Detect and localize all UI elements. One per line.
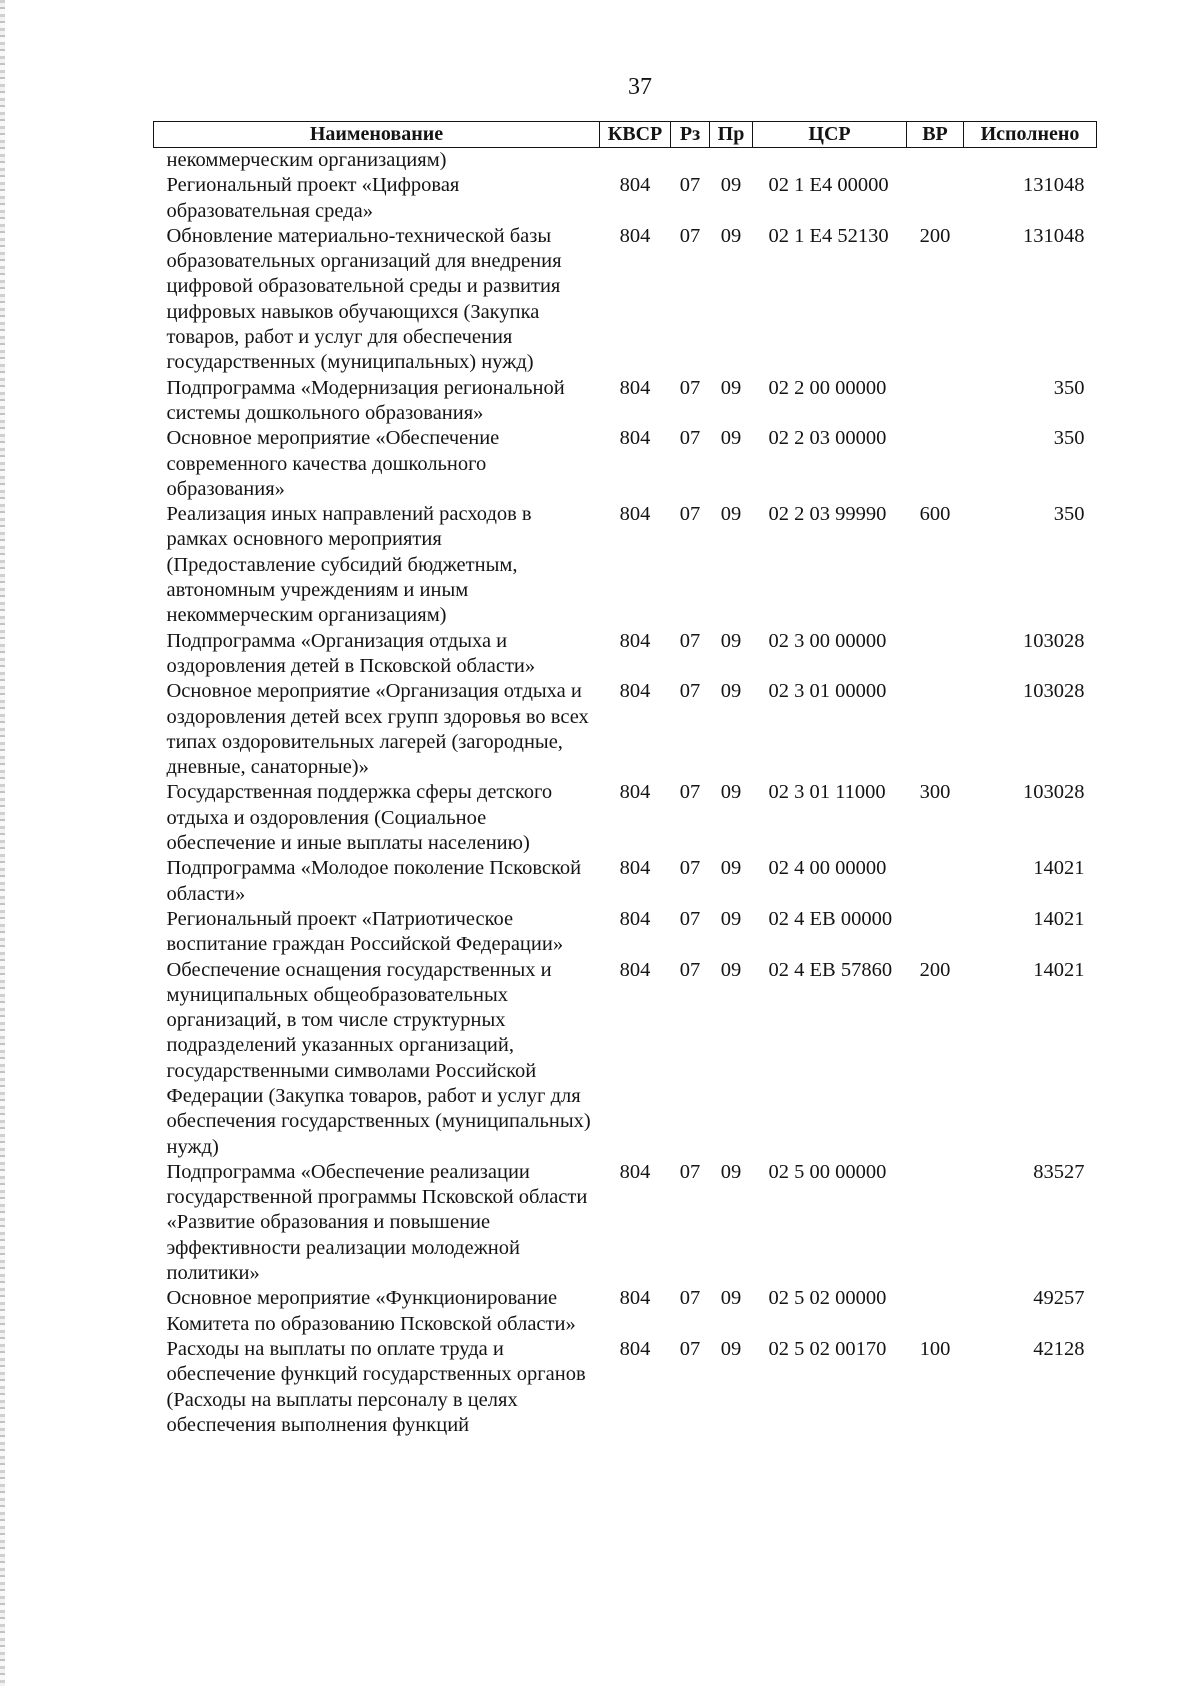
row-csr [753,148,907,174]
row-rz: 07 [679,680,701,703]
table-row [154,679,1097,780]
row-name: некоммерческим организациям) [166,149,447,171]
row-ispolneno: 103028 [1023,781,1085,804]
row-pr: 09 [720,680,742,703]
table-row [154,780,1097,856]
row-name: Основное мероприятие «Обеспечение современного качества дошкольного образования» [166,427,500,500]
row-vr [907,376,964,427]
row-name: Основное мероприятие «Функционирование Комитета по образованию Псковской области» [166,1287,576,1335]
row-csr: 02 3 00 00000 [768,629,887,652]
row-pr [710,148,753,174]
row-vr: 600 [919,503,951,526]
table-body [154,148,1097,1439]
row-csr: 02 5 00 00000 [768,1160,887,1183]
table-header-row [154,122,1097,148]
table-row [154,1337,1097,1438]
row-kvsr: 804 [619,1287,651,1310]
row-kvsr: 804 [619,680,651,703]
row-ispolneno: 131048 [1023,224,1085,247]
row-kvsr [600,148,671,174]
row-vr [907,173,964,224]
table-row [154,148,1097,174]
row-csr: 02 4 EB 57860 [768,958,893,981]
row-rz: 07 [679,781,701,804]
row-rz: 07 [679,1337,701,1360]
row-name: Подпрограмма «Обеспечение реализации государственной программы Псковской области «Развитие образования и повышение эффективности реализации молодежной политики» [166,1160,588,1285]
row-vr [907,1286,964,1337]
row-name: Подпрограмма «Молодое поколение Псковской области» [166,857,582,905]
row-kvsr: 804 [619,224,651,247]
row-rz: 07 [679,629,701,652]
header-rz: Рз [671,122,710,148]
row-csr: 02 5 02 00170 [768,1337,887,1360]
row-name: Региональный проект «Патриотическое воспитание граждан Российской Федерации» [166,907,564,956]
row-vr [907,679,964,780]
row-ispolneno [964,148,1097,174]
table-row [154,173,1097,224]
row-vr: 200 [919,958,951,981]
row-rz: 07 [679,224,701,247]
header-kvsr: КВСР [600,122,671,148]
table-row [154,629,1097,680]
row-pr: 09 [720,857,742,880]
row-rz: 07 [679,427,701,450]
table-row [154,907,1097,958]
row-vr: 100 [919,1337,951,1360]
row-rz: 07 [679,907,701,930]
table-row [154,1160,1097,1286]
row-ispolneno: 350 [1053,503,1085,526]
table-row [154,958,1097,1160]
table-row [154,856,1097,907]
row-kvsr: 804 [619,376,651,399]
row-kvsr: 804 [619,174,651,197]
scan-edge [0,0,5,1686]
row-rz: 07 [679,503,701,526]
row-csr: 02 1 E4 00000 [768,174,889,197]
row-ispolneno: 131048 [1023,174,1085,197]
row-ispolneno: 350 [1053,376,1085,399]
page-number: 37 [628,74,652,100]
row-csr: 02 2 03 99990 [768,503,887,526]
row-rz: 07 [679,958,701,981]
row-pr: 09 [720,781,742,804]
row-pr: 09 [720,376,742,399]
row-kvsr: 804 [619,958,651,981]
row-pr: 09 [720,1160,742,1183]
row-name: Государственная поддержка сферы детского отдыха и оздоровления (Социальное обеспечение и иные выплаты населению) [166,781,553,855]
row-ispolneno: 49257 [1033,1287,1085,1310]
row-csr: 02 2 03 00000 [768,427,887,450]
row-ispolneno: 42128 [1033,1337,1085,1360]
row-name: Обеспечение оснащения государственных и муниципальных общеобразовательных организаций, в том числе структурных подразделений указанных организаций, государственными символами Российской Федерации (Закупка товаров, работ и услуг для обеспечения государственных (муниципальных) нужд) [166,958,591,1158]
header-ispolneno: Исполнено [964,122,1097,148]
row-ispolneno: 83527 [1033,1160,1085,1183]
row-pr: 09 [720,629,742,652]
row-rz [671,148,710,174]
row-csr: 02 2 00 00000 [768,376,887,399]
table-row [154,502,1097,628]
table-row [154,224,1097,376]
row-kvsr: 804 [619,1337,651,1360]
row-ispolneno: 14021 [1033,857,1085,880]
row-pr: 09 [720,503,742,526]
row-name: Подпрограмма «Модернизация региональной системы дошкольного образования» [166,376,565,424]
row-kvsr: 804 [619,629,651,652]
row-rz: 07 [679,1287,701,1310]
row-vr [907,907,964,958]
row-vr [907,426,964,502]
row-ispolneno: 350 [1053,427,1085,450]
row-kvsr: 804 [619,503,651,526]
row-name: Расходы на выплаты по оплате труда и обеспечение функций государственных органов (Расходы на выплаты персоналу в целях обеспечения выполнения функций [166,1337,586,1436]
row-pr: 09 [720,174,742,197]
row-pr: 09 [720,907,742,930]
row-vr: 200 [919,224,951,247]
table-row [154,376,1097,427]
row-kvsr: 804 [619,857,651,880]
row-kvsr: 804 [619,907,651,930]
header-name: Наименование [154,122,600,148]
row-csr: 02 1 E4 52130 [768,224,889,247]
row-ispolneno: 14021 [1033,958,1085,981]
row-name: Реализация иных направлений расходов в рамках основного мероприятия (Предоставление субсидий бюджетным, автономным учреждениям и иным некоммерческим организациям) [166,503,532,627]
row-name: Основное мероприятие «Организация отдыха и оздоровления детей всех групп здоровья во всех типах оздоровительных лагерей (загородные, дневные, санаторные)» [166,680,589,779]
row-pr: 09 [720,958,742,981]
row-rz: 07 [679,1160,701,1183]
row-kvsr: 804 [619,427,651,450]
row-rz: 07 [679,857,701,880]
header-pr: Пр [710,122,753,148]
row-pr: 09 [720,427,742,450]
row-vr [907,148,964,174]
row-vr [907,629,964,680]
row-csr: 02 4 00 00000 [768,857,887,880]
row-pr: 09 [720,1337,742,1360]
row-vr: 300 [919,781,951,804]
budget-table [153,121,1097,1438]
row-rz: 07 [679,174,701,197]
row-csr: 02 4 EB 00000 [768,907,893,930]
table-row [154,426,1097,502]
row-pr: 09 [720,1287,742,1310]
row-name: Подпрограмма «Организация отдыха и оздоровления детей в Псковской области» [166,629,536,677]
row-kvsr: 804 [619,1160,651,1183]
row-csr: 02 3 01 11000 [768,781,886,804]
row-vr [907,856,964,907]
row-csr: 02 3 01 00000 [768,680,887,703]
header-csr: ЦСР [753,122,907,148]
row-ispolneno: 103028 [1023,629,1085,652]
row-vr [907,1160,964,1286]
row-ispolneno: 103028 [1023,680,1085,703]
row-csr: 02 5 02 00000 [768,1287,887,1310]
row-ispolneno: 14021 [1033,907,1085,930]
row-pr: 09 [720,224,742,247]
row-kvsr: 804 [619,781,651,804]
header-vr: ВР [907,122,964,148]
table-row [154,1286,1097,1337]
row-name: Обновление материально-технической базы образовательных организаций для внедрения цифровой образовательной среды и развития цифровых навыков обучающихся (Закупка товаров, работ и услуг для обеспечения государственных (муниципальных) нужд) [166,224,562,374]
row-rz: 07 [679,376,701,399]
row-name: Региональный проект «Цифровая образовательная среда» [166,174,460,222]
